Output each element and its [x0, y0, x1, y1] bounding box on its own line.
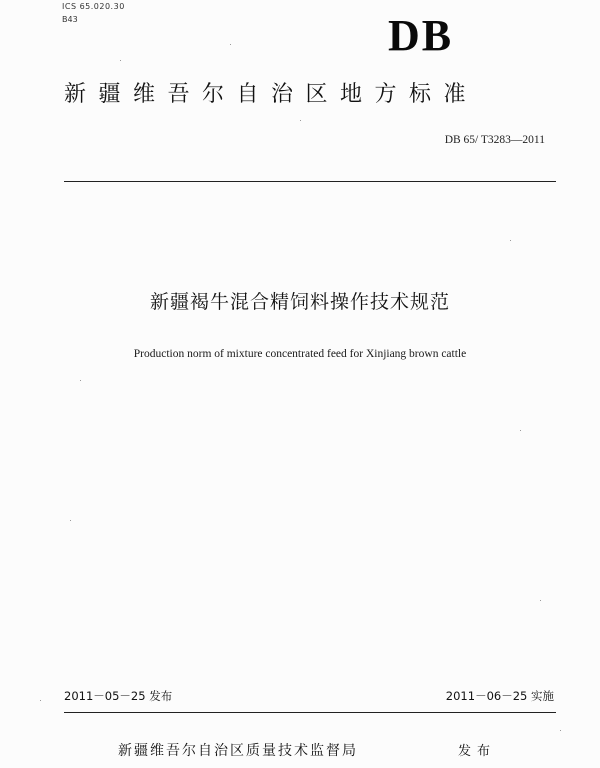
classification-code: B43 [62, 15, 78, 24]
scan-speck [120, 60, 121, 61]
bottom-divider [64, 712, 556, 713]
scan-speck [520, 430, 521, 431]
db-logo: DB [388, 11, 454, 60]
standard-number: DB 65/ T3283—2011 [444, 134, 545, 146]
issuing-authority: 新疆维吾尔自治区质量技术监督局 [118, 743, 358, 759]
scan-speck [70, 520, 71, 521]
scan-speck [540, 600, 541, 601]
standard-type-heading: 新疆维吾尔自治区地方标准 [64, 82, 479, 107]
top-divider [64, 181, 556, 182]
publish-date: 2011－05－25 发布 [64, 689, 173, 703]
scan-speck [80, 380, 81, 381]
scan-speck [510, 240, 511, 241]
chinese-title: 新疆褐牛混合精饲料操作技术规范 [149, 291, 450, 313]
scan-speck [560, 730, 561, 731]
english-title: Production norm of mixture concentrated feed for Xinjiang brown cattle [133, 348, 467, 360]
issue-label: 发布 [458, 744, 497, 759]
scan-speck [300, 120, 301, 121]
implement-date: 2011－06－25 实施 [445, 689, 554, 703]
scan-speck [230, 44, 231, 45]
scan-speck [40, 700, 41, 701]
ics-code: ICS 65.020.30 [62, 2, 125, 11]
